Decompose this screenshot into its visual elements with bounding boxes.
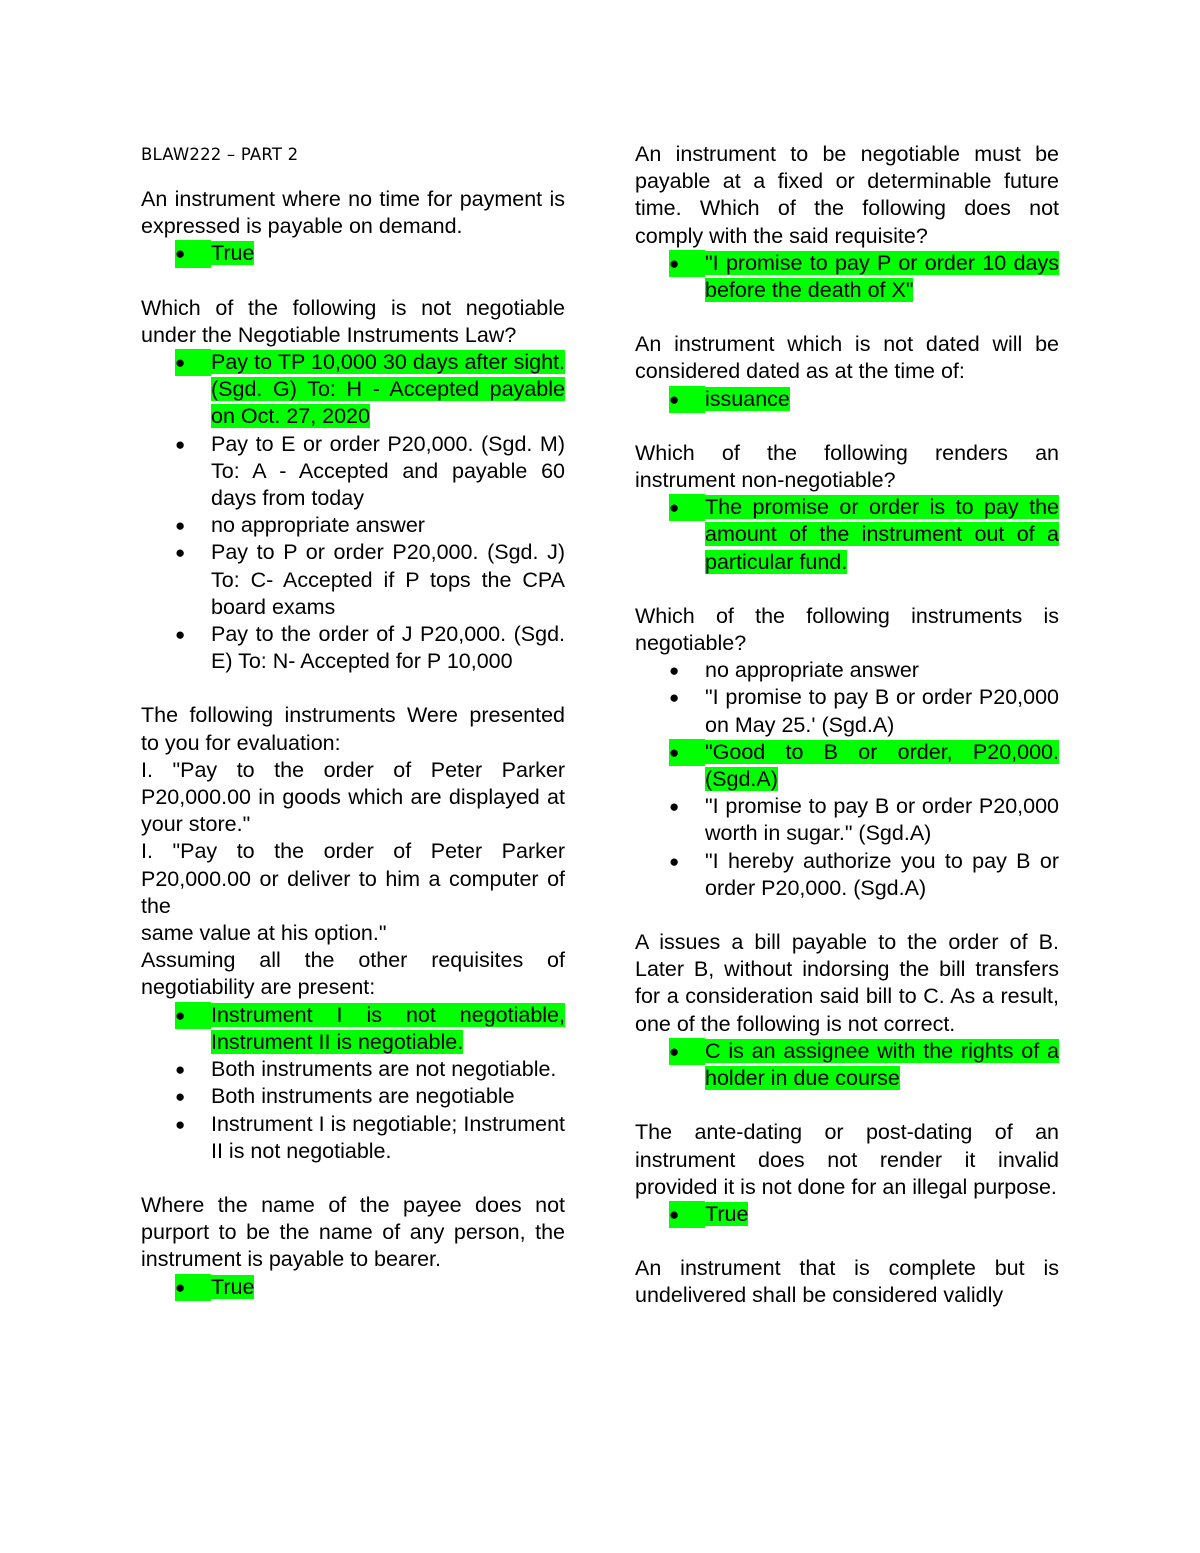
answer-text: C is an assignee with the rights of a holder in due course	[705, 1038, 1059, 1091]
answer-text: The promise or order is to pay the amount of the instrument out of a particular fund.	[705, 495, 1059, 574]
answer-text: Instrument I is not negotiable, Instrument II is negotiable.	[211, 1002, 565, 1054]
answer-option-correct	[635, 1038, 1059, 1092]
question-text: An instrument that is complete but is undelivered shall be considered validly	[635, 1256, 1059, 1308]
paragraph-gap	[141, 1165, 565, 1192]
answer-option	[635, 657, 1059, 684]
answer-option-correct	[635, 250, 1059, 304]
question-text: Where the name of the payee does not purport to be the name of any person, the instrument is payable to bearer.	[141, 1192, 565, 1272]
answer-text: Instrument I is negotiable; Instrument II is not negotiable.	[211, 1111, 565, 1163]
answer-text: Both instruments are negotiable	[211, 1084, 515, 1109]
answer-text: Both instruments are not negotiable.	[211, 1057, 557, 1082]
answer-text: "I promise to pay P or order 10 days before the death of X"	[705, 250, 1059, 303]
answer-option	[141, 621, 565, 675]
question-text: An instrument which is not dated will be considered dated as at the time of:	[635, 332, 1059, 384]
answer-list	[635, 1201, 1059, 1228]
bullet-dot-icon: ●	[175, 1114, 186, 1134]
answer-list	[635, 250, 1059, 304]
answer-text: True	[211, 1274, 255, 1299]
answer-list	[141, 1274, 565, 1301]
answer-text: Pay to P or order P20,000. (Sgd. J) To: C- Accepted if P tops the CPA board exams	[211, 540, 565, 619]
bullet-dot-icon: ●	[669, 851, 680, 871]
bullet-dot-icon: ●	[669, 250, 705, 277]
answer-option	[141, 539, 565, 621]
bullet-dot-icon: ●	[175, 349, 211, 376]
bullet-dot-icon: ●	[669, 661, 680, 681]
answer-text: True	[211, 241, 255, 266]
question-text: Which of the following instruments is negotiable?	[635, 603, 1059, 656]
answer-text: "Good to B or order, P20,000. (Sgd.A)	[705, 739, 1059, 792]
answer-option	[141, 512, 565, 539]
answer-text: Pay to E or order P20,000. (Sgd. M) To: A - Accepted and payable 60 days from today	[211, 431, 565, 511]
answer-option-correct	[141, 240, 565, 267]
answer-list	[635, 657, 1059, 902]
answer-option-correct	[635, 739, 1059, 793]
bullet-dot-icon: ●	[175, 434, 186, 454]
question-line: Assuming all the other requisites of negotiability are present:	[141, 948, 565, 1000]
answer-list	[635, 386, 1059, 413]
answer-text: Pay to the order of J P20,000. (Sgd. E) To: N- Accepted for P 10,000	[211, 622, 565, 674]
bullet-dot-icon: ●	[669, 739, 705, 766]
bullet-dot-icon: ●	[175, 1002, 211, 1029]
bullet-dot-icon: ●	[175, 1274, 211, 1301]
bullet-dot-icon: ●	[175, 1060, 186, 1080]
answer-option-correct	[141, 349, 565, 431]
answer-option	[635, 684, 1059, 738]
bullet-dot-icon: ●	[669, 386, 705, 413]
bullet-dot-icon: ●	[175, 516, 186, 536]
answer-option-correct	[141, 1274, 565, 1301]
answer-text: no appropriate answer	[211, 513, 425, 538]
paragraph-gap	[141, 268, 565, 295]
question-text: An instrument to be negotiable must be payable at a fixed or determinable future time. Which of the following does not comply with the said requisite?	[635, 142, 1059, 248]
bullet-dot-icon: ●	[175, 625, 186, 645]
bullet-dot-icon: ●	[669, 688, 680, 708]
question-line: The following instruments Were presented to you for evaluation:	[141, 703, 565, 755]
answer-option-correct	[635, 494, 1059, 576]
answer-text: Pay to TP 10,000 30 days after sight. (Sgd. G) To: H - Accepted payable on Oct. 27, 2020	[211, 350, 565, 429]
bullet-dot-icon: ●	[669, 797, 680, 817]
left-column	[141, 141, 565, 1301]
question-line: I. "Pay to the order of Peter Parker P20,000.00 or deliver to him a computer of the	[141, 839, 565, 918]
document-title: BLAW222 – PART 2	[141, 145, 299, 164]
answer-list	[141, 349, 565, 675]
paragraph-gap	[635, 902, 1059, 929]
answer-option	[635, 848, 1059, 902]
bullet-dot-icon: ●	[175, 1087, 186, 1107]
answer-list	[635, 1038, 1059, 1092]
answer-text: no appropriate answer	[705, 658, 919, 683]
answer-text: "I hereby authorize you to pay B or order P20,000. (Sgd.A)	[705, 848, 1059, 900]
bullet-dot-icon: ●	[175, 543, 186, 563]
answer-option	[141, 1056, 565, 1083]
question-text: Which of the following is not negotiable under the Negotiable Instruments Law?	[141, 295, 565, 347]
answer-option	[141, 1111, 565, 1165]
paragraph-gap	[635, 413, 1059, 440]
paragraph-gap	[635, 304, 1059, 331]
answer-option-correct	[635, 386, 1059, 413]
answer-text: issuance	[705, 386, 790, 411]
answer-option	[141, 1083, 565, 1110]
paragraph-gap	[635, 1092, 1059, 1119]
right-column	[635, 141, 1059, 1310]
question-text: Which of the following renders an instrument non-negotiable?	[635, 440, 1059, 493]
question-line: I. "Pay to the order of Peter Parker P20,000.00 in goods which are displayed at your store."	[141, 757, 565, 837]
answer-list	[635, 494, 1059, 576]
question-text: An instrument where no time for payment is expressed is payable on demand.	[141, 187, 565, 239]
answer-list	[141, 1002, 565, 1165]
answer-list	[141, 240, 565, 267]
answer-text: "I promise to pay B or order P20,000 on May 25.' (Sgd.A)	[705, 685, 1059, 737]
answer-option	[141, 431, 565, 513]
answer-text: "I promise to pay B or order P20,000 worth in sugar." (Sgd.A)	[705, 794, 1059, 846]
bullet-dot-icon: ●	[669, 1038, 705, 1065]
paragraph-gap	[141, 675, 565, 702]
paragraph-gap	[635, 576, 1059, 603]
bullet-dot-icon: ●	[669, 1201, 705, 1228]
answer-option-correct	[635, 1201, 1059, 1228]
paragraph-gap	[635, 1228, 1059, 1255]
answer-option	[635, 793, 1059, 847]
question-text: The ante-dating or post-dating of an instrument does not render it invalid provided it is not done for an illegal purpose.	[635, 1120, 1059, 1199]
question-line: same value at his option."	[141, 921, 387, 946]
answer-option-correct	[141, 1002, 565, 1056]
bullet-dot-icon: ●	[175, 240, 211, 267]
question-text	[141, 702, 565, 1001]
answer-text: True	[705, 1201, 749, 1226]
bullet-dot-icon: ●	[669, 494, 705, 521]
question-text: A issues a bill payable to the order of B. Later B, without indorsing the bill transfers for a consideration said bill to C. As a result, one of the following is not correct.	[635, 930, 1059, 1036]
